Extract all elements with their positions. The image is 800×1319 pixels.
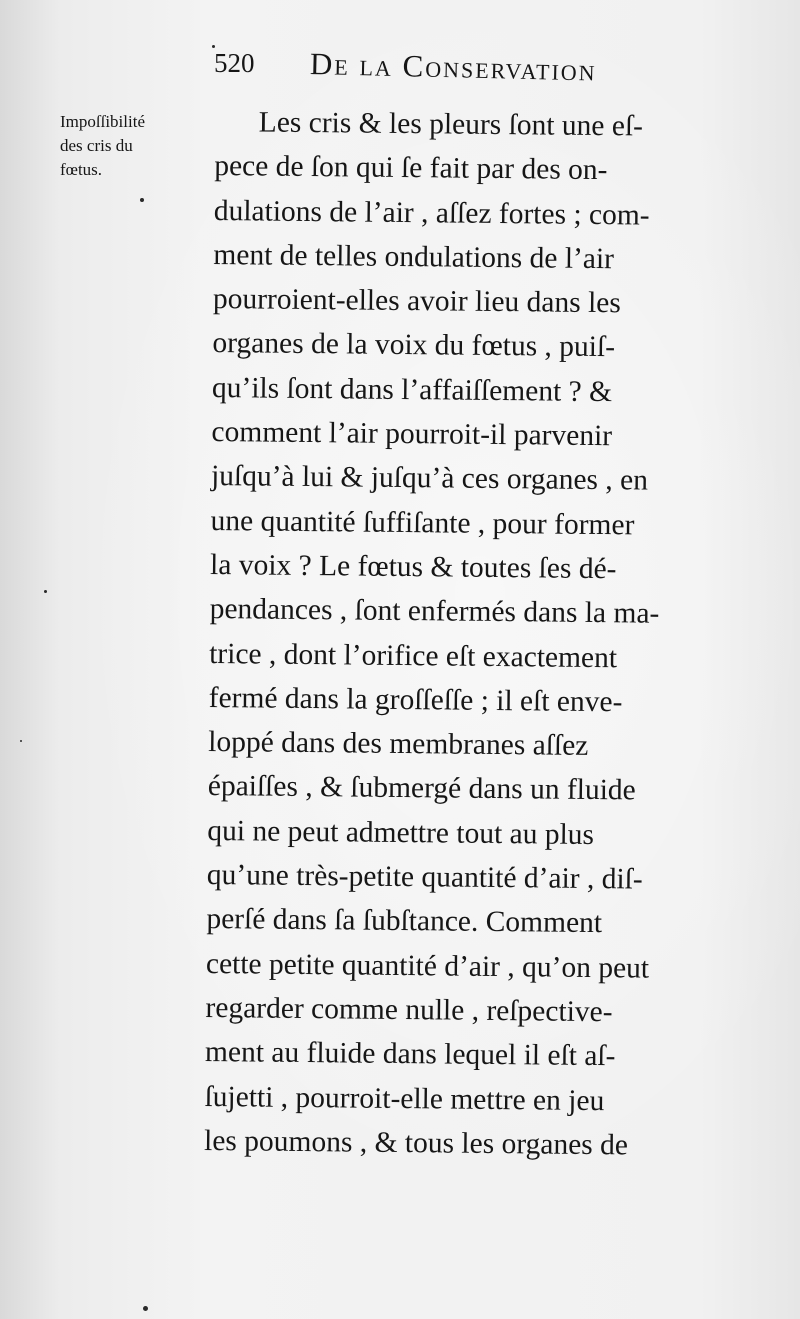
running-head — [214, 42, 694, 92]
running-title: De la Conservation — [309, 46, 598, 88]
text-line: perſé dans ſa ſubſtance. Comment — [206, 903, 603, 940]
text-line: une quantité ſuffiſante , pour former — [210, 504, 635, 542]
text-line: pece de ſon qui ſe fait par des on- — [214, 150, 608, 187]
text-line: qui ne peut admettre tout au plus — [207, 814, 595, 851]
paper-speck — [44, 590, 47, 593]
page-number: 520 — [214, 48, 255, 78]
marginal-note-line: Impoſſibilité — [60, 112, 145, 131]
text-line: organes de la voix du fœtus , puiſ- — [212, 327, 616, 364]
text-line: cette petite quantité d’air , qu’on peut — [205, 947, 650, 985]
paper-speck — [212, 45, 215, 48]
text-line: trice , dont l’orifice eſt exactement — [209, 637, 618, 674]
body-text — [204, 100, 755, 1169]
text-line: ment au fluide dans lequel il eſt aſ- — [204, 1036, 616, 1073]
marginal-note — [60, 110, 210, 182]
text-line: dulations de l’air , aſſez fortes ; com- — [213, 194, 650, 232]
text-line: pendances , ſont enfermés dans la ma- — [209, 593, 660, 630]
text-line: comment l’air pourroit-il parvenir — [211, 416, 613, 453]
text-line: loppé dans des membranes aſſez — [208, 726, 589, 763]
paper-speck — [143, 1306, 148, 1311]
text-line: qu’ils ſont dans l’affaiſſement ? & — [211, 371, 613, 408]
text-line: Les cris & les pleurs ſont une eſ- — [258, 106, 644, 143]
text-line: ment de telles ondulations de l’air — [213, 238, 615, 276]
text-line: juſqu’à lui & juſqu’à ces organes , en — [210, 460, 649, 497]
text-line: ſujetti , pourroit-elle mettre en jeu — [204, 1080, 605, 1117]
text-line: la voix ? Le fœtus & toutes ſes dé- — [209, 548, 617, 586]
text-line: les poumons , & tous les organes de — [203, 1124, 629, 1162]
marginal-note-line: des cris du — [60, 136, 133, 155]
marginal-note-line: fœtus. — [60, 160, 103, 179]
text-line: épaiſſes , & ſubmergé dans un fluide — [207, 770, 636, 807]
text-line: qu’une très-petite quantité d’air , diſ- — [206, 859, 643, 896]
paper-speck — [140, 198, 144, 202]
text-line: fermé dans la groſſeſſe ; il eſt enve- — [208, 681, 623, 719]
text-line: pourroient-elles avoir lieu dans les — [212, 283, 622, 320]
paper-speck — [20, 740, 22, 742]
text-line: regarder comme nulle , reſpective- — [205, 991, 613, 1029]
